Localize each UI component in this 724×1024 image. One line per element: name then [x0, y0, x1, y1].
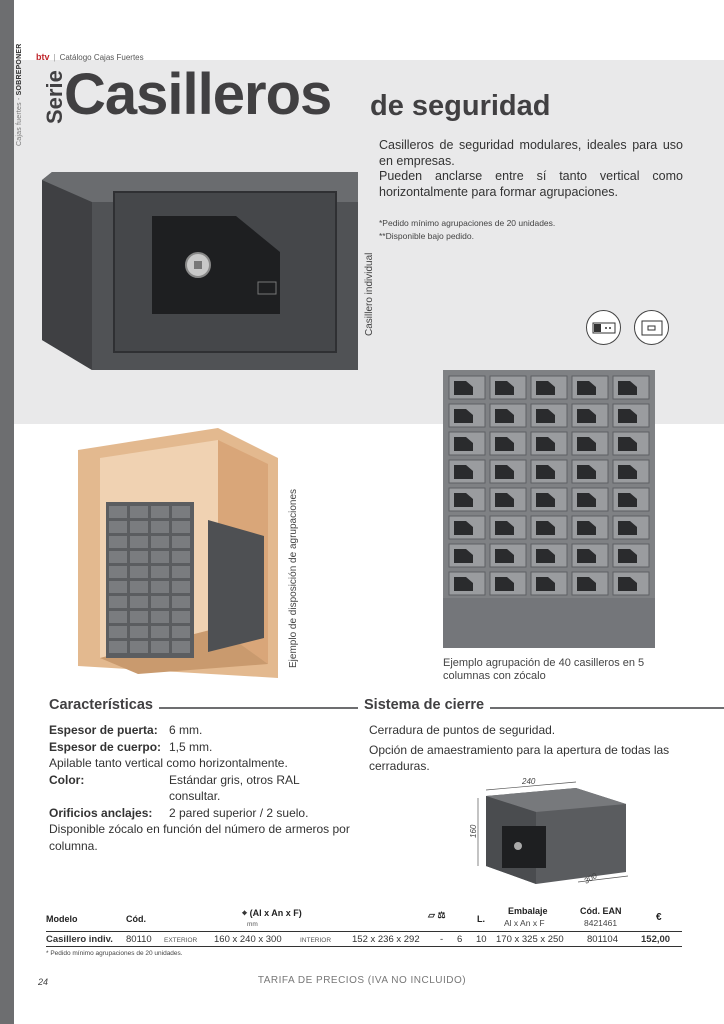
wall-mount-icon [634, 310, 669, 345]
room-locker-cell [172, 641, 190, 653]
feature-door-value: 6 mm. [169, 723, 203, 737]
row-int: 152 x 236 x 292 [352, 934, 420, 945]
page-subtitle: de seguridad [370, 90, 551, 122]
room-locker-cell [130, 551, 148, 563]
row-ean: 801104 [587, 934, 618, 945]
room-locker-cell [130, 581, 148, 593]
group-caption: Ejemplo agrupación de 40 casilleros en 5 columnas con zócalo [443, 657, 645, 682]
room-locker-cell [130, 611, 148, 623]
intro-paragraph-1: Casilleros de seguridad modulares, ideales para uso en empresas. [379, 138, 683, 168]
room-locker-cell [172, 506, 190, 518]
room-locker-cell [130, 536, 148, 548]
cierre-rule [480, 707, 724, 709]
room-locker-cell [172, 596, 190, 608]
room-locker-cell [109, 641, 127, 653]
section-side-label: Cajas fuertes - SOBREPONER [16, 43, 23, 146]
col-dims-unit: mm [247, 921, 258, 928]
row-modelo: Casillero indiv. [46, 934, 113, 945]
room-locker-cell [172, 626, 190, 638]
feature-body [49, 739, 369, 756]
note-minimum-order: *Pedido mínimo agrupaciones de 20 unidades. [379, 218, 556, 228]
feature-color-value: Estándar gris, otros RAL consultar. [169, 772, 300, 803]
room-locker-cell [151, 611, 169, 623]
header-separator: | [53, 52, 56, 62]
feature-holes [49, 805, 369, 822]
features-list [49, 722, 369, 854]
feature-holes-label: Orificios anclajes: [49, 805, 153, 820]
row-l: 10 [476, 934, 487, 945]
page-number: 24 [38, 977, 49, 987]
brand-logo: btv [36, 52, 50, 62]
room-locker-cell [151, 551, 169, 563]
price-footer: TARIFA DE PRECIOS (IVA NO INCLUIDO) [257, 975, 467, 986]
lock-paragraph-2: Opción de amaestramiento para la apertura de todas las cerraduras. [369, 743, 670, 773]
lock-system-text [369, 722, 689, 778]
room-locker-cell [130, 506, 148, 518]
weight-icon: ⚖ [437, 910, 446, 920]
col-price: € [656, 912, 662, 923]
table-header-rule [46, 931, 682, 932]
feature-door [49, 722, 369, 739]
single-locker-image [40, 170, 360, 370]
feature-door-label: Espesor de puerta: [49, 723, 158, 737]
room-locker-cell [151, 506, 169, 518]
row-int-label: INTERIOR [300, 937, 332, 944]
room-locker-cell [151, 581, 169, 593]
col-dims [242, 908, 302, 919]
row-ext: 160 x 240 x 300 [214, 934, 282, 945]
dim-width: 240 [522, 777, 536, 786]
serie-label: Serie [42, 70, 67, 124]
col-shelf-weight [428, 910, 446, 921]
room-locker-cell [172, 581, 190, 593]
feature-body-value: 1,5 mm. [169, 739, 213, 754]
row-kg: 6 [457, 934, 463, 945]
col-embalaje: Embalaje [508, 906, 548, 916]
caracteristicas-heading: Características [49, 697, 159, 713]
catalog-name: Catálogo Cajas Fuertes [59, 52, 144, 62]
room-locker-cell [109, 551, 127, 563]
locker-group-image [443, 370, 655, 648]
room-locker-cell [109, 611, 127, 623]
col-l: L. [477, 914, 485, 924]
note-on-request: **Disponible bajo pedido. [379, 231, 474, 241]
feature-color [49, 772, 369, 805]
room-locker-cell [130, 566, 148, 578]
catalog-header [36, 52, 144, 62]
row-cod: 80110 [126, 934, 152, 945]
dimension-drawing [466, 776, 636, 888]
row-ext-label: EXTERIOR [164, 937, 198, 944]
ruler-icon: ⌖ [242, 908, 248, 918]
room-locker-cell [109, 521, 127, 533]
col-ean: Cód. EAN [580, 906, 622, 916]
col-dims-label: (Al x An x F) [249, 908, 302, 918]
cierre-heading: Sistema de cierre [364, 697, 490, 713]
room-locker-cell [172, 521, 190, 533]
room-locker-cell [109, 596, 127, 608]
feature-body-label: Espesor de cuerpo: [49, 739, 162, 754]
room-locker-cell [109, 626, 127, 638]
row-shelves: - [440, 934, 444, 945]
room-locker-cell [151, 566, 169, 578]
col-ean-prefix: 8421461 [584, 918, 618, 928]
shelf-icon: ▱ [428, 910, 435, 920]
feature-plinth: Disponible zócalo en función del número de armeros por columna. [49, 822, 350, 853]
intro-text [379, 138, 683, 200]
room-locker-cell [151, 536, 169, 548]
room-locker-cell [130, 596, 148, 608]
room-locker-cell [172, 566, 190, 578]
room-locker-cell [172, 536, 190, 548]
col-modelo: Modelo [46, 914, 78, 924]
left-strip [0, 0, 14, 1024]
room-locker-cell [151, 626, 169, 638]
dim-depth: 300 [582, 871, 599, 886]
room-locker-cell [151, 521, 169, 533]
caracteristicas-rule [150, 707, 358, 709]
room-arrangement-image [78, 428, 278, 678]
intro-paragraph-2: Pueden anclarse entre sí tanto vertical como horizontalmente para formar agrupaciones. [379, 169, 683, 199]
room-locker-cell [109, 536, 127, 548]
feature-holes-value: 2 pared superior / 2 suelo. [169, 805, 309, 820]
table-bottom-rule [46, 946, 682, 947]
feature-stackable: Apilable tanto vertical como horizontalmente. [49, 756, 288, 770]
room-locker-cell [109, 566, 127, 578]
room-locker-cell [151, 596, 169, 608]
table-footnote: * Pedido mínimo agrupaciones de 20 unidades. [46, 950, 183, 957]
lock-paragraph-1: Cerradura de puntos de seguridad. [369, 723, 556, 737]
room-locker-cell [130, 626, 148, 638]
room-locker-cell [130, 641, 148, 653]
row-embalaje: 170 x 325 x 250 [496, 934, 564, 945]
row-price: 152,00 [641, 934, 671, 945]
room-locker-cell [130, 521, 148, 533]
room-locker-cell [109, 506, 127, 518]
page-title: Casilleros [64, 62, 332, 127]
room-locker-cell [109, 581, 127, 593]
room-locker-cell [172, 611, 190, 623]
room-locker-cell [172, 551, 190, 563]
label-single-locker: Casillero individual [364, 252, 375, 336]
col-cod: Cód. [126, 914, 146, 924]
order-notes [379, 217, 683, 243]
dim-height: 160 [469, 824, 478, 838]
col-embalaje-sub: Al x An x F [504, 918, 545, 928]
room-locker-cell [151, 641, 169, 653]
feature-color-label: Color: [49, 772, 85, 787]
label-arrangement-example: Ejemplo de disposición de agrupaciones [288, 488, 299, 668]
key-lock-icon [586, 310, 621, 345]
